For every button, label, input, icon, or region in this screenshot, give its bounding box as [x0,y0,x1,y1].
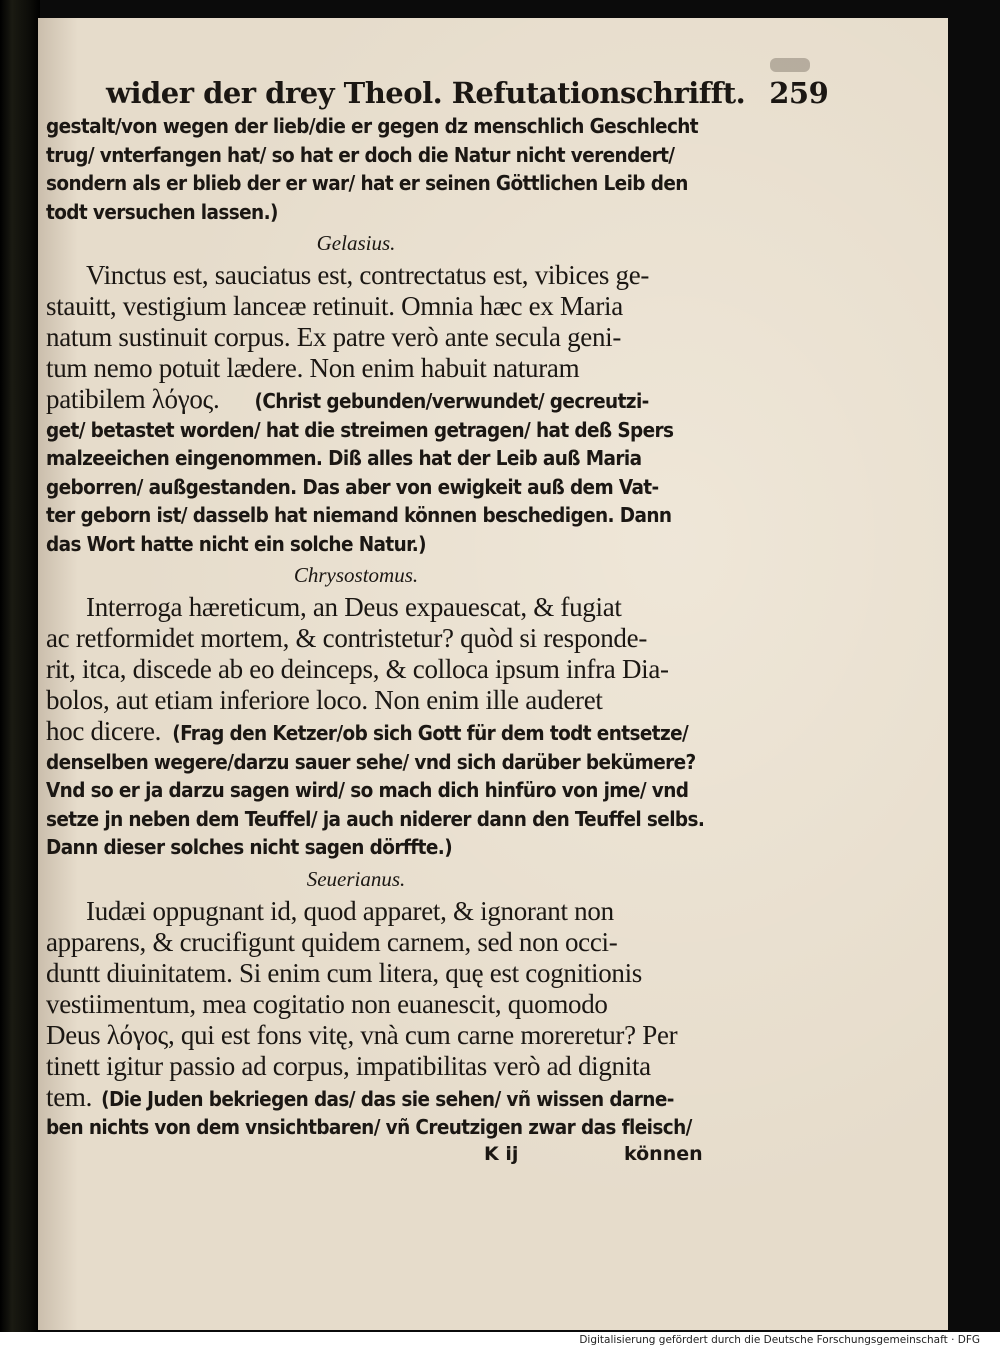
text-span: (Die Juden bekriegen das/ das sie sehen/ vñ wissen darne- [101,1086,674,1111]
text-line: Vinctus est, sauciatus est, contrectatus est, vibices ge- [86,260,650,290]
text-line: rit, itca, discede ab eo deinceps, & colloca ipsum infra Dia- [46,654,669,684]
running-header [106,76,829,110]
gelasius-block [46,260,706,558]
chrysostomus-block [46,592,706,862]
text-line: gestalt/von wegen der lieb/die er gegen dz menschlich Geschlecht [46,114,699,138]
text-line: duntt diuinitatem. Si enim cum litera, quę est cognitionis [46,957,643,988]
text-line: todt versuchen lassen.) [46,199,278,224]
text-line: Dann dieser solches nicht sagen dörffte.) [46,835,453,859]
section-heading-gelasius: Gelasius. [316,231,396,255]
text-line: ter geborn ist/ dasselb hat niemand können beschedigen. Dann [46,503,672,527]
digitization-footer [0,1332,1000,1349]
section-heading-seuerianus: Seuerianus. [306,866,406,891]
text-line: tinett igitur passio ad corpus, impatibilitas verò ad dignita [46,1050,651,1081]
text-line: natum sustinuit corpus. Ex patre verò ante secula geni- [46,322,622,352]
text-line: Iudæi oppugnant id, quod apparet, & ignorant non [86,895,614,926]
text-line: setze jn neben dem Teuffel/ ja auch niderer dann den Teuffel selbs. [46,806,705,831]
text-span: tem. [46,1081,93,1112]
text-line: vestiimentum, mea cogitatio non euanescit, quomodo [46,988,608,1019]
text-line: get/ betastet worden/ hat die streimen getragen/ hat deß Spers [46,417,674,442]
text-line: Interroga hæreticum, an Deus expauescat, & fugiat [86,592,622,622]
text-line: Deus λόγος, qui est fons vitę, vnà cum carne moreretur? Per [46,1019,678,1050]
running-title: wider der drey Theol. Refutationschrifft. [106,76,746,110]
text-span: hoc dicere. [46,716,162,746]
text-line: ac retformidet mortem, & contristetur? quòd si responde- [46,623,648,653]
page-stain [770,58,810,72]
page-text [46,76,829,1168]
catchword: können [624,1142,703,1165]
text-line: geborren/ außgestanden. Das aber von ewigkeit auß dem Vat- [46,474,659,499]
text-line: Vnd so er ja darzu sagen wird/ so mach dich hinfüro von jme/ vnd [46,778,689,802]
book-spine [0,0,40,1332]
text-line: sondern als er blieb der er war/ hat er seinen Göttlichen Leib den [46,171,688,195]
text-span: (Christ gebunden/verwundet/ gecreutzi- [254,389,649,413]
signature-mark: K ij [484,1142,519,1165]
text-span: (Frag den Ketzer/ob sich Gott für dem todt entsetze/ [172,721,689,745]
text-line: stauitt, vestigium lanceæ retinuit. Omnia hæc ex Maria [46,291,623,321]
text-line: bolos, aut etiam inferiore loco. Non enim ille auderet [46,685,603,715]
text-line: ben nichts von dem vnsichtbaren/ vñ Creutzigen zwar das fleisch/ [46,1115,692,1139]
text-line: apparens, & crucifigunt quidem carnem, sed non occi- [46,926,618,957]
page-number: 259 [769,76,829,110]
text-line: trug/ vnterfangen hat/ so hat er doch die Natur nicht verendert/ [46,142,675,167]
catchword-line [46,1142,706,1168]
section-heading-chrysostomus: Chrysostomus. [293,563,419,587]
text-line: denselben wegere/darzu sauer sehe/ vnd sich darüber bekümere? [46,749,696,774]
text-span: patibilem λόγος. [46,384,220,414]
text-line: tum nemo potuit lædere. Non enim habuit naturam [46,353,580,383]
mixed-line [46,716,706,748]
mixed-line [46,384,706,416]
seuerianus-block [46,896,706,1168]
footer-credit: Digitalisierung gefördert durch die Deutsche Forschungsgemeinschaft · DFG [579,1334,980,1346]
intro-block [46,112,706,226]
text-line: das Wort hatte nicht ein solche Natur.) [46,531,426,556]
text-line: malzeeichen eingenommen. Diß alles hat der Leib auß Maria [46,446,642,470]
mixed-line [46,1082,706,1114]
